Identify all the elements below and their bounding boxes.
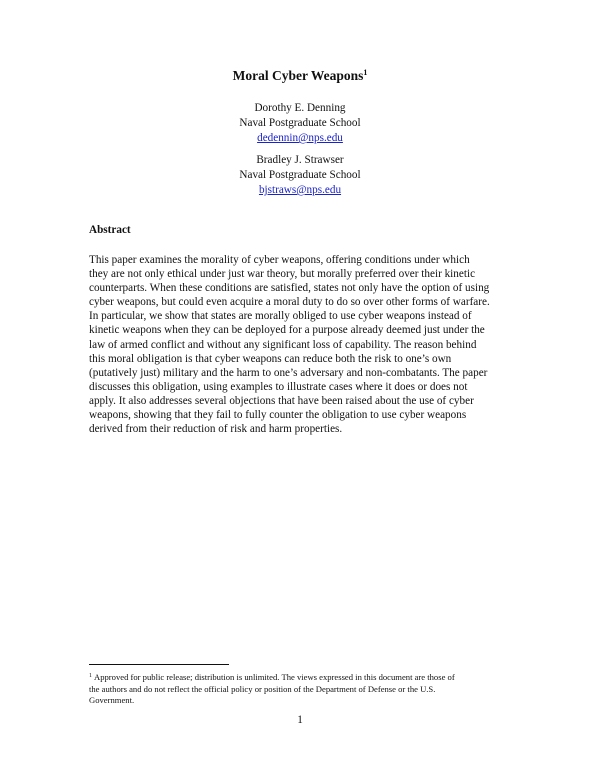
abstract-line: (putatively just) military and the harm to one’s adversary and non-combatants. The paper [89,366,488,379]
footnote-line [89,671,519,684]
author-email-link[interactable]: dedennin@nps.edu [257,132,343,144]
author-name: Dorothy E. Denning [254,102,346,114]
author-name: Bradley J. Strawser [256,154,344,166]
page-number: 1 [297,714,303,726]
abstract-line: In particular, we show that states are morally obliged to use cyber weapons instead of [89,310,472,323]
paper-title [0,68,600,84]
author-block-1 [0,101,600,146]
abstract-line: they are not only ethical under just war theory, but morally preferred over their kinetic [89,268,476,281]
footnote [89,671,519,707]
paper-title-text: Moral Cyber Weapons [232,68,364,83]
abstract-line: discusses this obligation, using examples to illustrate cases where it does or does not [89,380,468,393]
author-affiliation: Naval Postgraduate School [239,117,361,129]
footnote-line: the authors and do not reflect the official policy or position of the Department of Defense or the U.S. [89,683,436,694]
abstract-line: weapons, showing that they fail to fully counter the obligation to use cyber weapons [89,409,467,422]
footnote-line: Government. [89,695,135,705]
author-block-2 [0,153,600,198]
abstract-line: counterparts. When these conditions are satisfied, states not only have the option of using [89,282,490,295]
footnote-text: Approved for public release; distribution is unlimited. The views expressed in this document are those of [94,672,455,682]
abstract-line: law of armed conflict and without any significant loss of capability. The reason behind [89,338,477,351]
footnote-divider [89,664,229,665]
footnote-marker: 1 [89,673,92,679]
abstract-line: apply. It also addresses several objections that have been raised about the use of cyber [89,394,474,407]
abstract-heading: Abstract [89,224,131,236]
abstract-line: kinetic weapons when they can be deployed for a purpose already deemed just under the [89,324,485,337]
abstract-line: this moral obligation is that cyber weapons can reduce both the risk to one’s own [89,352,452,365]
abstract-line: This paper examines the morality of cyber weapons, offering conditions under which [89,254,470,266]
author-affiliation: Naval Postgraduate School [239,169,361,181]
author-email-link[interactable]: bjstraws@nps.edu [258,184,342,196]
abstract-body [89,253,519,436]
abstract-line: derived from their reduction of risk and harm properties. [89,423,343,436]
abstract-line: cyber weapons, but could even acquire a moral duty to do so over other forms of warfare. [89,296,490,309]
title-footnote-marker[interactable]: 1 [363,68,368,77]
